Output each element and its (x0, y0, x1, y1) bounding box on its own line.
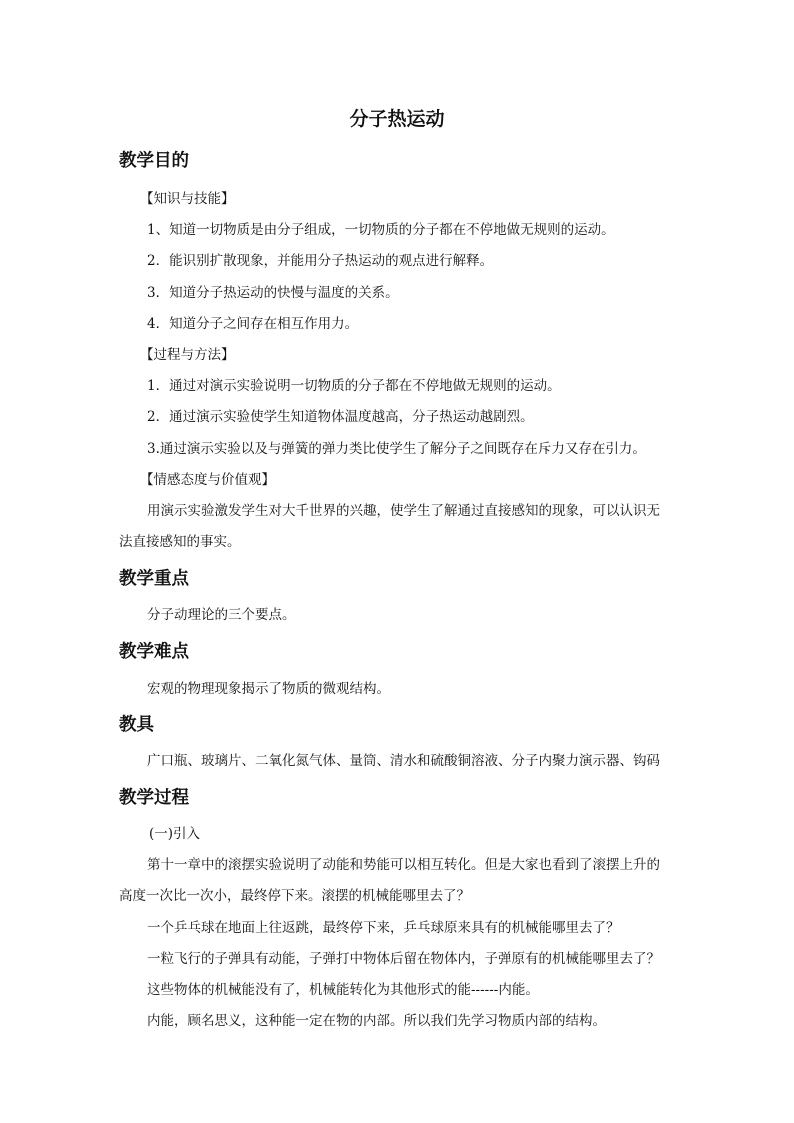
process-item-2: 2．通过演示实验使学生知道物体温度越高，分子热运动越剧烈。 (147, 409, 534, 425)
heading-equipment: 教具 (119, 715, 154, 735)
heading-key-points: 教学重点 (119, 569, 189, 589)
label-attitude-values: 【情感态度与价值观】 (140, 472, 275, 488)
key-points-text: 分子动理论的三个要点。 (147, 607, 296, 623)
heading-difficulties: 教学难点 (119, 642, 189, 662)
knowledge-item-3: 3．知道分子热运动的快慢与温度的关系。 (147, 285, 399, 301)
process-para2: 一个乒乓球在地面上往返跳，最终停下来，乒乓球原来具有的机械能哪里去了？ (147, 920, 620, 936)
attitude-text-line2: 法直接感知的事实。 (119, 534, 241, 550)
label-knowledge-skills: 【知识与技能】 (140, 191, 235, 207)
process-para4: 这些物体的机械能没有了，机械能转化为其他形式的能------内能。 (147, 982, 539, 998)
attitude-text-line1: 用演示实验激发学生对大千世界的兴趣，使学生了解通过直接感知的现象，可以认识无 (147, 503, 660, 519)
heading-teaching-goals: 教学目的 (119, 151, 189, 171)
label-process-methods: 【过程与方法】 (140, 347, 235, 363)
process-para3: 一粒飞行的子弹具有动能，子弹打中物体后留在物体内，子弹原有的机械能哪里去了？ (147, 951, 660, 967)
process-item-3: 3.通过演示实验以及与弹簧的弹力类比使学生了解分子之间既存在斥力又存在引力。 (147, 441, 646, 457)
knowledge-item-2: 2．能识别扩散现象，并能用分子热运动的观点进行解释。 (147, 253, 494, 269)
process-para1-line2: 高度一次比一次小，最终停下来。滚摆的机械能哪里去了？ (119, 888, 470, 904)
equipment-text: 广口瓶、玻璃片、二氧化氮气体、量筒、清水和硫酸铜溶液、分子内聚力演示器、钩码 (147, 753, 660, 769)
knowledge-item-4: 4．知道分子之间存在相互作用力。 (147, 316, 359, 332)
process-para5: 内能，顾名思义，这种能一定在物的内部。所以我们先学习物质内部的结构。 (147, 1013, 606, 1029)
document-title: 分子热运动 (349, 108, 445, 130)
heading-teaching-process: 教学过程 (119, 788, 189, 808)
knowledge-item-1: 1、知道一切物质是由分子组成，一切物质的分子都在不停地做无规则的运动。 (147, 222, 615, 238)
process-para1-line1: 第十一章中的滚摆实验说明了动能和势能可以相互转化。但是大家也看到了滚摆上升的 (147, 857, 660, 873)
process-item-1: 1．通过对演示实验说明一切物质的分子都在不停地做无规则的运动。 (147, 378, 561, 394)
intro-label: (一)引入 (149, 826, 201, 842)
difficulties-text: 宏观的物理现象揭示了物质的微观结构。 (147, 681, 390, 697)
